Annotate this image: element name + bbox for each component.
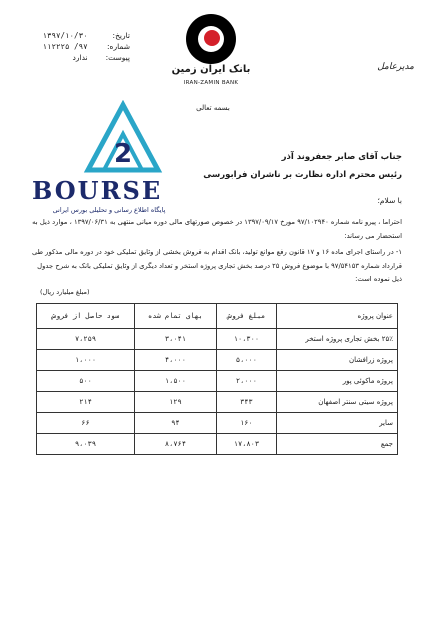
cell-total-profit: ۹،۰۳۹	[37, 434, 135, 455]
cell-profit: ۵۰۰	[37, 371, 135, 392]
header-project: عنوان پروژه	[277, 304, 398, 329]
attachment-row	[30, 52, 130, 63]
cell-cost: ۳،۰۴۱	[135, 329, 217, 350]
bank-name-fa: بانک ایران زمین	[171, 64, 251, 75]
cell-profit: ۲۱۴	[37, 392, 135, 413]
sender-title: مدیرعامل	[377, 62, 414, 72]
header-cost: بهای تمام شده	[135, 304, 217, 329]
bank-name-en: IRAN-ZAMIN BANK	[183, 80, 239, 86]
cell-cost: ۴،۰۰۰	[135, 350, 217, 371]
cell-profit: ۱،۰۰۰	[37, 350, 135, 371]
cell-cost: ۹۴	[135, 413, 217, 434]
date-row	[30, 30, 130, 41]
table-header-row	[37, 304, 398, 329]
cell-sale: ۵،۰۰۰	[216, 350, 276, 371]
cell-sale: ۱۶۰	[216, 413, 276, 434]
number-value: ۹۷/ ۱۱۲۲۲۵	[42, 42, 88, 51]
number-row	[30, 41, 130, 52]
cell-sale: ۳۴۳	[216, 392, 276, 413]
addressee-title: رئیس محترم اداره نظارت بر ناشران فرابورسی	[203, 170, 402, 180]
cell-sale: ۲،۰۰۰	[216, 371, 276, 392]
addressee-name: جناب آقای صابر جعفروند آذر	[281, 152, 402, 162]
svg-text:2: 2	[114, 139, 133, 169]
cell-total-label: جمع	[277, 434, 398, 455]
cell-profit: ۷،۲۵۹	[37, 329, 135, 350]
unit-note: (مبلغ میلیارد ریال)	[40, 288, 90, 296]
cell-cost: ۱،۵۰۰	[135, 371, 217, 392]
sales-table	[36, 303, 398, 455]
cell-total-cost: ۸،۷۶۴	[135, 434, 217, 455]
cell-project: پروژه زرافشان	[277, 350, 398, 371]
paragraph-intro: احتراما ، پیرو نامه شماره ۹۷/۱۰۲۹۴۰ مورخ ۱۳۹۷/۰۹/۱۷ در خصوص صورتهای مالی دوره میانی منتهی به ۱۳۹۷/۰۶/۳۱ ، موارد ذیل به استحضار می رساند:	[32, 218, 402, 240]
greeting: با سلام؛	[377, 196, 402, 205]
cell-cost: ۱۲۹	[135, 392, 217, 413]
attachment-label: پیوست:	[105, 53, 130, 62]
cell-project: سایر	[277, 413, 398, 434]
date-label: تاریخ:	[112, 31, 130, 40]
number-label: شماره:	[107, 42, 130, 51]
date-value: ۱۳۹۷/۱۰/۳۰	[42, 31, 88, 40]
bourse-watermark-subtitle: پایگاه اطلاع رسانی و تحلیلی بورس ایرانی	[52, 206, 166, 214]
table-total-row	[37, 434, 398, 455]
bank-logo-dot	[204, 30, 220, 46]
cell-project: ۲۵٪ بخش تجاری پروژه استخر	[277, 329, 398, 350]
table-row	[37, 413, 398, 434]
letter-meta	[30, 30, 130, 63]
cell-total-sale: ۱۷،۸۰۳	[216, 434, 276, 455]
cell-project: پروژه سیتی سنتر اصفهان	[277, 392, 398, 413]
cell-sale: ۱۰،۳۰۰	[216, 329, 276, 350]
paragraph-sale: ۱- در راستای اجرای ماده ۱۶ و ۱۷ قانون رفع موانع تولید، بانک اقدام به فروش بخشی از وثایق تملیکی خود در دوره مالی مذکور طی قرارداد شماره ۹۷/۵۴۱۵۳ با موضوع فروش ۲۵ درصد بخش تجاری پروژه استخر و تعداد دیگری از وثایق تملیکی بانک به شرح جدول ذیل نموده است:	[31, 248, 402, 283]
table-row	[37, 371, 398, 392]
table-row	[37, 329, 398, 350]
table-row	[37, 392, 398, 413]
bismillah: بسمه تعالی	[196, 104, 230, 112]
table-row	[37, 350, 398, 371]
header-profit: سود حاصل از فروش	[37, 304, 135, 329]
cell-profit: ۶۶	[37, 413, 135, 434]
bourse-watermark-icon	[78, 100, 168, 180]
bourse-watermark-text: BOURSE	[32, 176, 163, 205]
cell-project: پروژه ماکوئی پور	[277, 371, 398, 392]
header-sale-amount: مبلغ فروش	[216, 304, 276, 329]
attachment-value: ندارد	[72, 53, 88, 62]
